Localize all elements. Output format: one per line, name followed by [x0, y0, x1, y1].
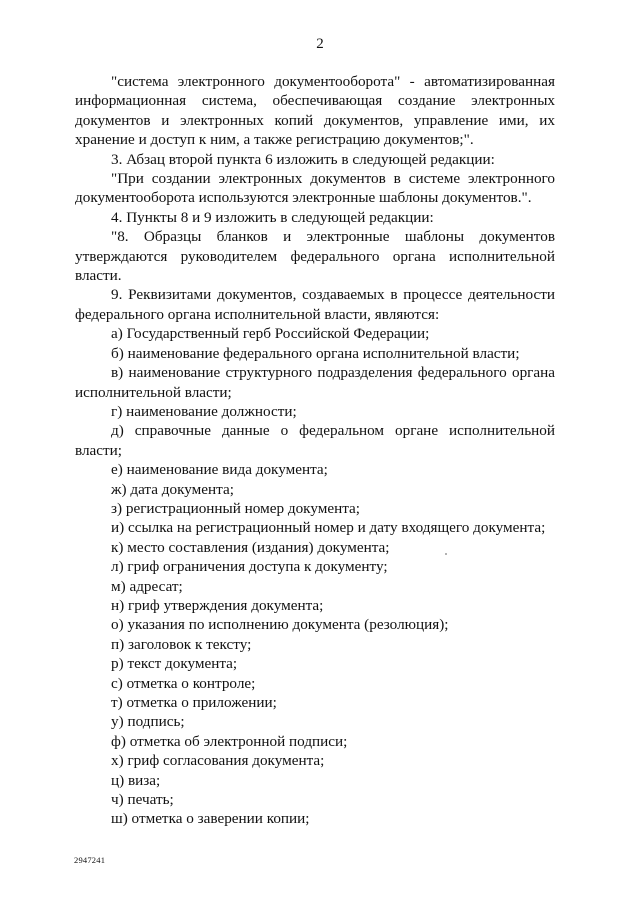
document-code: 2947241: [74, 855, 106, 865]
list-item-ts: ц) виза;: [111, 771, 161, 789]
paragraph-item-3: 3. Абзац второй пункта 6 изложить в следующей редакции:: [111, 150, 495, 168]
list-item-sh: ш) отметка о заверении копии;: [111, 810, 310, 828]
list-item-s: с) отметка о контроле;: [111, 674, 256, 692]
list-item-o: о) указания по исполнению документа (резолюция);: [111, 616, 449, 634]
list-item-d: д) справочные данные о федеральном органе исполнительной власти;: [75, 422, 555, 459]
list-item-p: п) заголовок к тексту;: [111, 635, 252, 653]
list-item-b: б) наименование федерального органа исполнительной власти;: [111, 344, 520, 362]
list-item-u: у) подпись;: [111, 713, 185, 731]
paragraph-point-9: 9. Реквизитами документов, создаваемых в процессе деятельности федерального органа исполнительной власти, являются:: [75, 286, 555, 323]
list-item-kh: х) гриф согласования документа;: [111, 752, 325, 770]
list-item-l: л) гриф ограничения доступа к документу;: [111, 558, 388, 576]
list-item-k: к) место составления (издания) документа;: [111, 538, 390, 556]
paragraph-definition: "система электронного документооборота" - автоматизированная информационная система, обеспечивающая создание электронных документов и электронных копий документов, управление ими, их хранение и доступ к ним, а также регистрацию документов;".: [75, 73, 555, 149]
list-item-e: е) наименование вида документа;: [111, 461, 328, 479]
scan-speck: [445, 553, 447, 555]
list-item-f: ф) отметка об электронной подписи;: [111, 732, 348, 750]
document-body: [75, 72, 555, 829]
page-number: 2: [316, 36, 324, 52]
list-item-t: т) отметка о приложении;: [111, 694, 277, 711]
list-item-a: а) Государственный герб Российской Федерации;: [111, 325, 430, 343]
list-item-n: н) гриф утверждения документа;: [111, 596, 324, 614]
list-item-g: г) наименование должности;: [111, 402, 297, 420]
list-item-z: з) регистрационный номер документа;: [111, 499, 360, 517]
list-item-ch: ч) печать;: [111, 791, 174, 809]
paragraph-quoted-templates: "При создании электронных документов в системе электронного документооборота используются электронные шаблоны документов.".: [75, 170, 555, 207]
paragraph-item-4: 4. Пункты 8 и 9 изложить в следующей редакции:: [111, 208, 434, 226]
paragraph-point-8: "8. Образцы бланков и электронные шаблоны документов утверждаются руководителем федерального органа исполнительной власти.: [75, 228, 555, 285]
list-item-m: м) адресат;: [111, 577, 183, 595]
list-item-zh: ж) дата документа;: [111, 480, 234, 498]
list-item-r: р) текст документа;: [111, 655, 238, 673]
list-item-i: и) ссылка на регистрационный номер и дату входящего документа;: [111, 519, 546, 537]
list-item-v: в) наименование структурного подразделения федерального органа исполнительной власти;: [75, 364, 555, 401]
